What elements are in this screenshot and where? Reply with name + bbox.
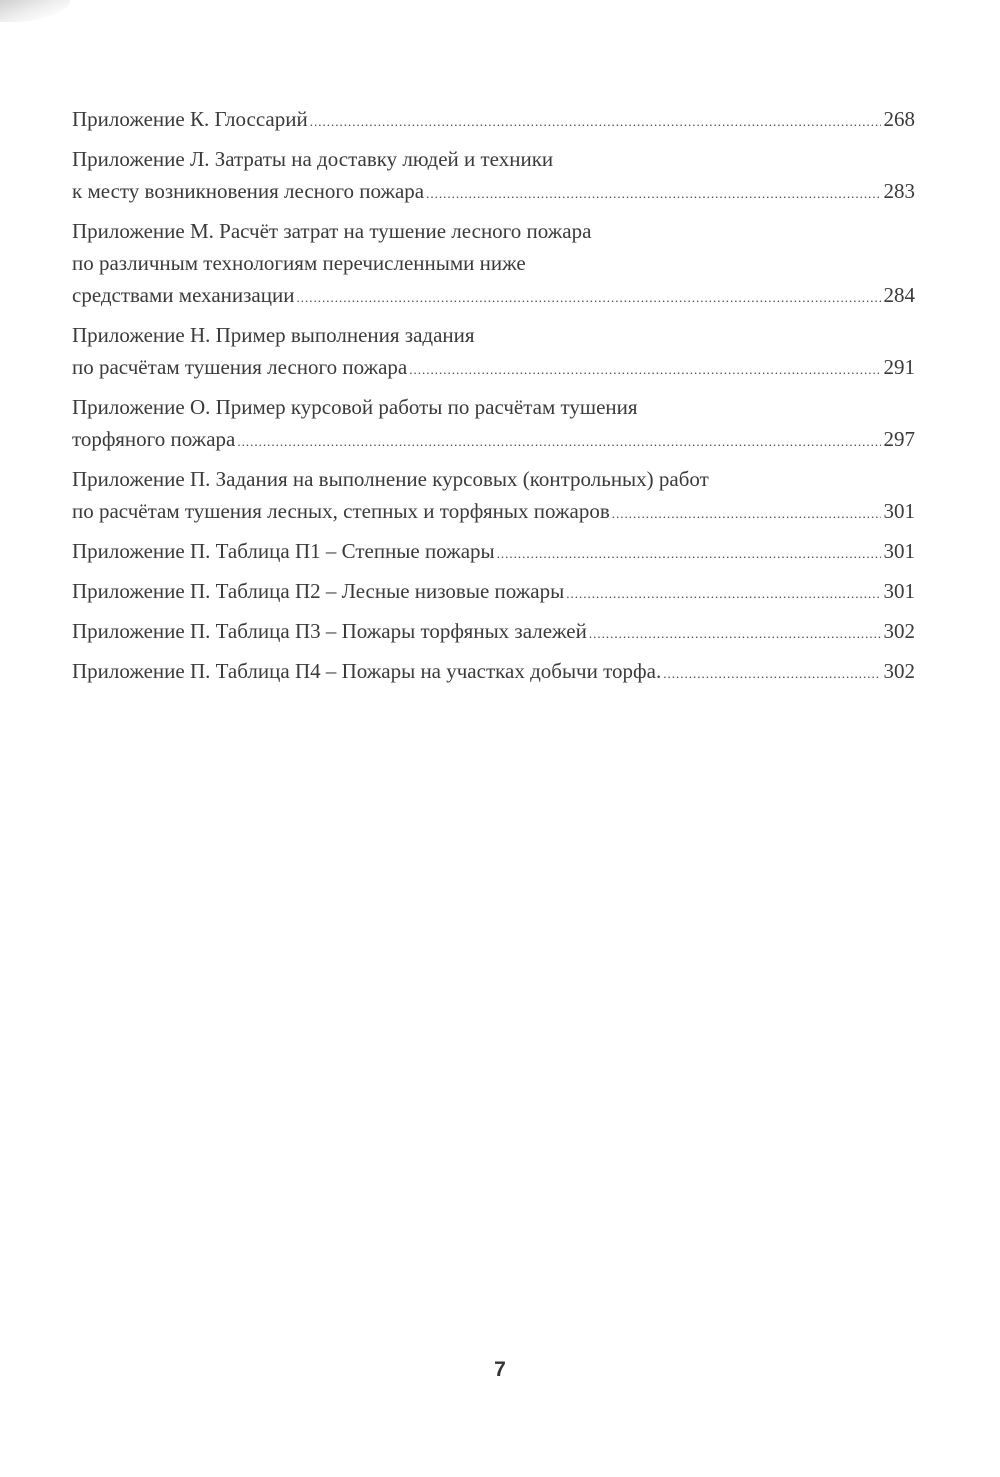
- toc-line: [72, 495, 915, 530]
- toc-line: [72, 535, 915, 570]
- toc-entry-title-cont: торфяного пожара: [72, 427, 236, 451]
- toc-entry-appendix-o: [72, 391, 915, 458]
- toc-entry-appendix-n: [72, 319, 915, 386]
- toc-line: [72, 423, 915, 458]
- dot-leader: [409, 354, 880, 386]
- toc-line: [72, 655, 915, 690]
- toc-page-number: 301: [883, 539, 915, 563]
- dot-leader: [589, 618, 881, 650]
- toc-line: [72, 351, 915, 386]
- table-of-contents: [72, 103, 915, 695]
- toc-entry-table-p4: [72, 655, 915, 690]
- dot-leader: [310, 106, 881, 138]
- toc-entry-title: Приложение Н. Пример выполнения задания: [72, 323, 475, 347]
- toc-line: [72, 175, 915, 210]
- toc-page-number: 284: [883, 283, 915, 307]
- toc-entry-title: Приложение К. Глоссарий: [72, 107, 308, 131]
- toc-page-number: 297: [883, 427, 915, 451]
- toc-line: [72, 143, 915, 175]
- dot-leader: [612, 498, 881, 530]
- toc-entry-appendix-k: [72, 103, 915, 138]
- toc-page-number: 301: [883, 499, 915, 523]
- toc-line: [72, 215, 915, 247]
- dot-leader: [296, 282, 880, 314]
- toc-page-number: 268: [883, 107, 915, 131]
- toc-entry-title: Приложение Л. Затраты на доставку людей и техники: [72, 147, 554, 171]
- toc-entry-title-cont: по расчётам тушения лесных, степных и торфяных пожаров: [72, 499, 610, 523]
- toc-entry-appendix-l: [72, 143, 915, 210]
- toc-entry-title: Приложение П. Таблица П3 – Пожары торфяных залежей: [72, 619, 587, 643]
- toc-page-number: 302: [883, 659, 915, 683]
- toc-entry-table-p2: [72, 575, 915, 610]
- toc-entry-table-p3: [72, 615, 915, 650]
- dot-leader: [426, 178, 880, 210]
- toc-entry-title-cont: средствами механизации: [72, 283, 295, 307]
- toc-line: [72, 279, 915, 314]
- toc-entry-title-cont: по расчётам тушения лесного пожара: [72, 355, 408, 379]
- toc-entry-appendix-p: [72, 463, 915, 530]
- dot-leader: [237, 426, 880, 458]
- toc-page-number: 302: [883, 619, 915, 643]
- toc-page-number: 301: [883, 579, 915, 603]
- toc-line: [72, 615, 915, 650]
- toc-entry-title: Приложение М. Расчёт затрат на тушение лесного пожара: [72, 219, 592, 243]
- toc-entry-title: Приложение П. Таблица П1 – Степные пожары: [72, 539, 495, 563]
- toc-page-number: 283: [883, 179, 915, 203]
- toc-line: [72, 247, 915, 279]
- toc-entry-title-cont: к месту возникновения лесного пожара: [72, 179, 425, 203]
- toc-line: [72, 391, 915, 423]
- toc-entry-title: Приложение П. Задания на выполнение курсовых (контрольных) работ: [72, 467, 709, 491]
- toc-line: [72, 463, 915, 495]
- dot-leader: [663, 658, 880, 690]
- page-number: 7: [494, 1358, 506, 1381]
- toc-entry-table-p1: [72, 535, 915, 570]
- toc-entry-title: Приложение П. Таблица П2 – Лесные низовые пожары: [72, 579, 565, 603]
- toc-entry-title: Приложение О. Пример курсовой работы по расчётам тушения: [72, 395, 638, 419]
- dot-leader: [566, 578, 880, 610]
- toc-line: [72, 575, 915, 610]
- toc-entry-appendix-m: [72, 215, 915, 314]
- scan-corner-shadow: [0, 0, 70, 22]
- dot-leader: [497, 538, 881, 570]
- toc-entry-title-cont: по различным технологиям перечисленными ниже: [72, 251, 526, 275]
- toc-line: [72, 319, 915, 351]
- toc-entry-title: Приложение П. Таблица П4 – Пожары на участках добычи торфа.: [72, 659, 662, 683]
- toc-page-number: 291: [883, 355, 915, 379]
- toc-line: [72, 103, 915, 138]
